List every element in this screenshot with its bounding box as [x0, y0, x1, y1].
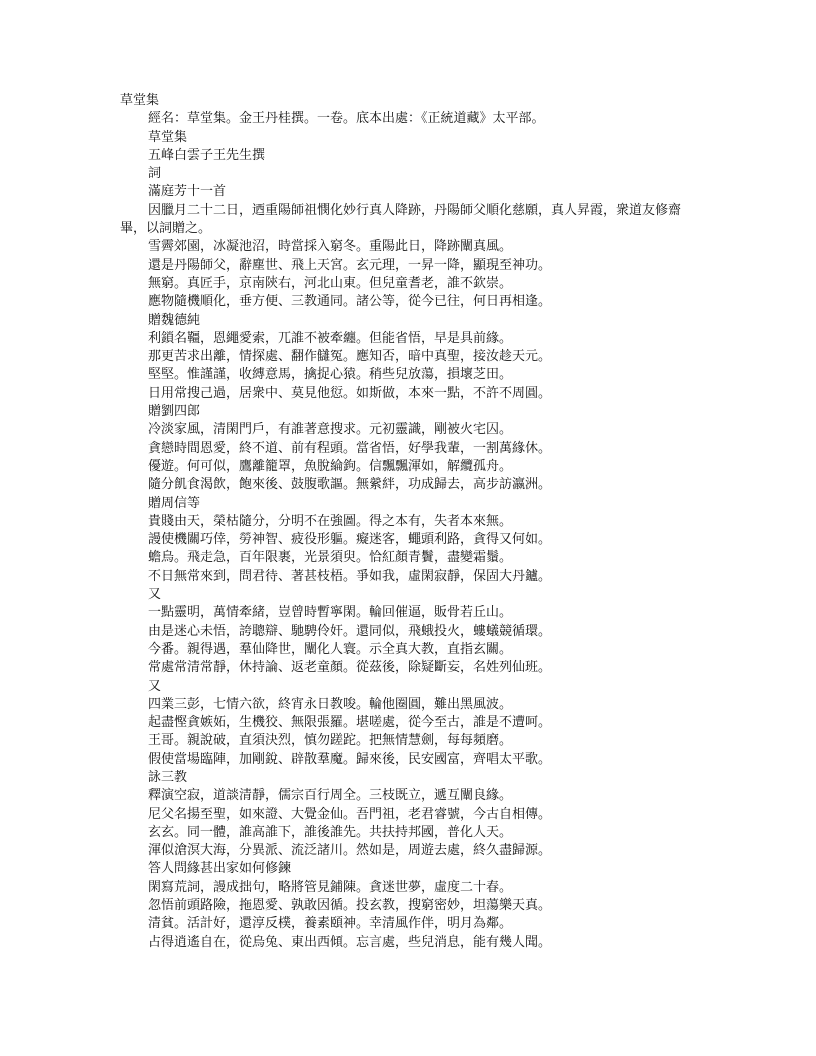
poem-line: 貴賤由天，榮枯隨分，分明不在強圖。得之本有，失者本來無。 — [148, 513, 513, 529]
poem-line: 四業三彭，七情六欲，終宵永日教唆。輪他圈圓，難出黑風波。 — [148, 696, 513, 712]
genre-heading: 詞 — [148, 166, 162, 182]
book-title: 草堂集 — [148, 129, 188, 145]
document-page — [120, 92, 697, 952]
poem-line: 貪戀時間恩愛，終不道、前有程頭。當省悟，好學我輩，一割萬緣休。 — [148, 440, 552, 456]
poem-line: 假使當場臨陣，加剛銳、辟散羣魔。歸來後，民安國富，齊唱太平歌。 — [148, 751, 552, 767]
collection-heading: 滿庭芳十一首 — [148, 184, 227, 200]
poem-title: 贈劉四郎 — [148, 404, 201, 420]
poem-title: 又 — [148, 587, 162, 603]
poem-line: 王哥。親說破，直須決烈，慎勿蹉跎。把無情慧劍，每每頻磨。 — [148, 733, 513, 749]
poem-title: 贈周信等 — [148, 495, 201, 511]
poem-title: 答人問緣甚出家如何修鍊 — [148, 861, 292, 877]
poem-line: 堅堅。惟謹謹，收縛意馬，擒捉心猿。稍些兒放蕩，損壞芝田。 — [148, 367, 513, 383]
poem-line: 日用常搜己過，居衆中、莫見他愆。如斯做，本來一點，不許不周圓。 — [148, 385, 552, 401]
poem-title: 贈魏德純 — [148, 312, 201, 328]
preface: 因臘月二十二日，迺重陽師祖憫化妙行真人降跡，丹陽師父順化慈願，真人昇霞，衆道友修齋畢，以詞贈之。 — [120, 202, 682, 237]
poem-line: 今番。親得遇，羣仙降世，闡化人寰。示全真大教，直指玄關。 — [148, 641, 513, 657]
poem-line: 優遊。何可似，鷹離籠罩，魚脫綸鉤。信飄飄渾如，解纜孤舟。 — [148, 458, 513, 474]
poem-line: 釋演空寂，道談清靜，儒宗百行周全。三枝既立，遞互闡良緣。 — [148, 788, 513, 804]
poem-line: 渾似滄溟大海，分異派、流泛諸川。然如是，周遊去處，終久盡歸源。 — [148, 843, 552, 859]
poem-line: 起盡慳貪嫉妬，生機狡、無限張羅。堪嗟處，從今至古，誰是不遭呵。 — [148, 715, 552, 731]
poem-line: 應物隨機順化，垂方便、三教通同。諸公等，從今已往，何日再相逢。 — [148, 294, 552, 310]
poem-line: 無窮。真匠手，京南陝右，河北山東。但兒童耆老，誰不欽崇。 — [148, 275, 513, 291]
poem-line: 常處常清常靜，休持論、返老童顏。從茲後，除疑斷妄，名姓列仙班。 — [148, 660, 552, 676]
author-line: 五峰白雲子王先生撰 — [148, 147, 266, 163]
poem-line: 蟾烏。飛走急，百年限裹，光景須臾。恰紅顏青鬢，盡變霜鬚。 — [148, 550, 513, 566]
poem-line: 那更苦求出離，情探處、翻作讎冤。應知否，暗中真聖，接汝趁天元。 — [148, 349, 552, 365]
poem-line: 一點靈明，萬情牽緒，豈曾時暫寧閑。輪回催逼，販骨若丘山。 — [148, 605, 513, 621]
poem-line: 閑寫荒詞，謾成拙句，略將管見鋪陳。貪迷世夢，虛度二十春。 — [148, 879, 513, 895]
poem-line: 尼父名揚至聖，如來證、大覺金仙。吾門祖，老君睿號，今古自相傳。 — [148, 806, 552, 822]
poem-line: 占得逍遙自在，從烏兔、東出西傾。忘言處，些兒消息，能有幾人聞。 — [148, 934, 552, 950]
poem-line: 不日無常來到，問君待、著甚枝梧。爭如我，虛閑寂靜，保固大丹鑪。 — [148, 568, 552, 584]
poem-line: 雪霽郊園，冰凝池沼，時當採入窮冬。重陽此日，降跡闡真風。 — [148, 239, 513, 255]
document-title: 草堂集 — [120, 93, 160, 108]
poem-line: 由是迷心未悟，誇聰辯、馳騁伶奸。還同似，飛蛾投火，螻蟻競循環。 — [148, 623, 552, 639]
header-info: 經名：草堂集。金王丹桂撰。一卷。底本出處：《正統道藏》太平部。 — [148, 111, 545, 127]
poem-line: 清貧。活計好，還淳反樸，養素頤神。幸清風作伴，明月為鄰。 — [148, 916, 513, 932]
poem-line: 忽悟前頭路險，拖恩愛、孰敢因循。投玄教，搜窮密妙，坦蕩樂天真。 — [148, 898, 552, 914]
poem-line: 謾使機關巧倖，勞神智、疲役形軀。癡迷客，蠅頭利路，貪得又何如。 — [148, 532, 552, 548]
poem-line: 還是丹陽師父，辭塵世、飛上天宮。玄元理，一昇一降，顯現至神功。 — [148, 257, 552, 273]
poem-line: 隨分飢食渴飲，飽來後、鼓腹歌謳。無縈絆，功成歸去，高步訪瀛洲。 — [148, 477, 552, 493]
poem-line: 利鎖名韁，恩繩愛索，兀誰不被牽纏。但能省悟，早是具前緣。 — [148, 330, 513, 346]
poem-title: 又 — [148, 678, 162, 694]
poem-line: 玄玄。同一體，誰高誰下，誰後誰先。共扶持邦國，普化人天。 — [148, 824, 513, 840]
poem-title: 詠三教 — [148, 769, 188, 785]
poem-line: 冷淡家風，清閑門戶，有誰著意搜求。元初靈識，剛被火宅囚。 — [148, 422, 513, 438]
